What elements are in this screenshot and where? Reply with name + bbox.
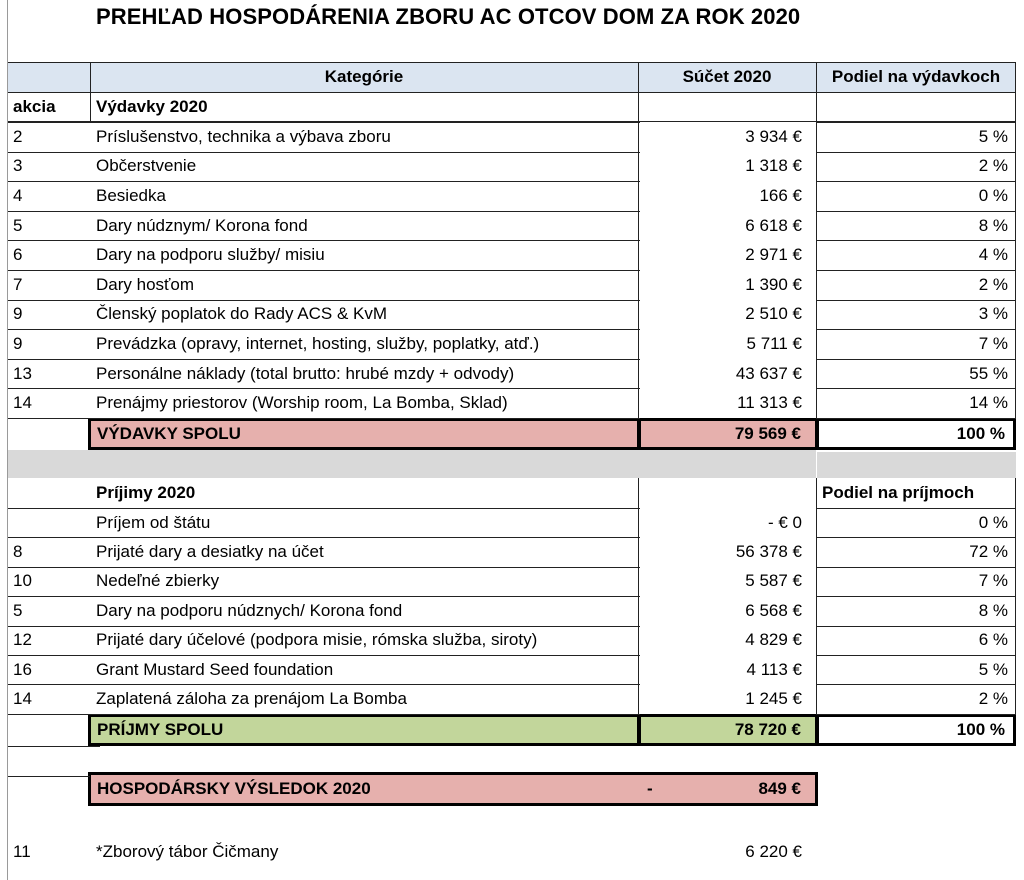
income-label: Grant Mustard Seed foundation	[96, 659, 334, 679]
result-sign: -	[647, 779, 653, 798]
expenses-sum: 5 711 €	[746, 333, 802, 353]
income-label: Nedeľné zbierky	[96, 571, 220, 591]
grid-line	[8, 121, 1016, 122]
expenses-row	[0, 270, 1024, 300]
expenses-row	[0, 359, 1024, 389]
grid-line	[8, 596, 640, 597]
expenses-total-pct-box	[816, 418, 1016, 450]
expenses-heading-row	[0, 92, 1024, 122]
grid-line	[638, 62, 639, 92]
expenses-pct: 14 %	[969, 393, 1008, 413]
expenses-label: Prevádzka (opravy, internet, hosting, služby, poplatky, atď.)	[96, 333, 540, 353]
income-heading: Príjimy 2020	[96, 483, 196, 502]
grid-line	[8, 270, 640, 271]
income-row	[0, 567, 1024, 596]
expenses-label: Členský poplatok do Rady ACS & KvM	[96, 304, 388, 324]
grid-line	[816, 240, 1016, 241]
income-label: Prijaté dary a desiatky na účet	[96, 542, 324, 562]
expenses-total-sum: 79 569 €	[734, 424, 801, 443]
expenses-sum: 3 934 €	[745, 126, 802, 146]
income-pct: 72 %	[969, 542, 1008, 562]
grid-line	[1015, 92, 1016, 418]
expenses-pct: 8 %	[978, 215, 1008, 235]
expenses-label: Dary hosťom	[96, 274, 195, 294]
expenses-akcia: 6	[13, 245, 23, 265]
grid-line	[816, 300, 1016, 301]
income-sum: - € 0	[767, 512, 802, 532]
income-sum: 5 587 €	[745, 571, 802, 591]
expenses-row	[0, 388, 1024, 418]
expenses-pct: 2 %	[978, 156, 1008, 176]
expenses-pct: 3 %	[978, 304, 1008, 324]
expenses-sum: 11 313 €	[737, 393, 802, 413]
income-row	[0, 626, 1024, 655]
section-separator	[8, 450, 816, 478]
expenses-akcia: 9	[13, 333, 23, 353]
expenses-sum: 6 618 €	[745, 215, 802, 235]
grid-line	[90, 92, 91, 122]
grid-line	[816, 714, 1016, 715]
grid-line	[1015, 62, 1016, 92]
footnote-sum: 6 220 €	[745, 842, 802, 861]
result-label: HOSPODÁRSKY VÝSLEDOK 2020	[97, 779, 371, 798]
expenses-label: Prenájmy priestorov (Worship room, La Bomba, Sklad)	[96, 393, 508, 413]
grid-line	[8, 240, 640, 241]
expenses-sum: 1 390 €	[745, 274, 802, 294]
income-row	[0, 596, 1024, 625]
grid-line	[638, 92, 639, 418]
expenses-sum: 2 971 €	[745, 245, 802, 265]
expenses-total-pct: 100 %	[956, 424, 1005, 443]
section-separator-right	[817, 452, 1016, 478]
expenses-pct: 0 %	[978, 185, 1008, 205]
grid-line	[816, 62, 817, 92]
grid-line	[816, 92, 817, 418]
expenses-total-label-box	[88, 418, 640, 450]
income-akcia: 14	[13, 689, 32, 709]
income-total-label: PRÍJMY SPOLU	[97, 720, 224, 739]
grid-line	[8, 776, 90, 777]
income-pct: 6 %	[978, 630, 1008, 650]
expenses-pct: 7 %	[978, 333, 1008, 353]
expenses-row	[0, 152, 1024, 182]
grid-line	[8, 537, 640, 538]
grid-line	[816, 388, 1016, 389]
income-label: Zaplatená záloha za prenájom La Bomba	[96, 689, 407, 709]
income-total-sum-box	[638, 714, 818, 746]
expenses-akcia: 13	[13, 363, 32, 383]
expenses-total-label: VÝDAVKY SPOLU	[97, 424, 241, 443]
expenses-label: Príslušenstvo, technika a výbava zboru	[96, 126, 391, 146]
footnote-row	[0, 838, 1024, 866]
income-sum: 4 829 €	[745, 630, 802, 650]
income-sum: 6 568 €	[745, 600, 802, 620]
expenses-label: Dary núdznym/ Korona fond	[96, 215, 308, 235]
expenses-pct: 4 %	[978, 245, 1008, 265]
income-akcia: 12	[13, 630, 32, 650]
grid-line	[816, 655, 1016, 656]
income-sum: 1 245 €	[745, 689, 802, 709]
grid-line	[8, 62, 1016, 63]
page-title: PREHĽAD HOSPODÁRENIA ZBORU AC OTCOV DOM ZA ROK 2020	[96, 4, 801, 29]
income-akcia: 5	[13, 600, 23, 620]
expenses-akcia: 4	[13, 185, 23, 205]
income-pct: 7 %	[978, 571, 1008, 591]
grid-line	[8, 684, 640, 685]
income-sum: 56 378 €	[735, 542, 802, 562]
expenses-label: Dary na podporu služby/ misiu	[96, 245, 325, 265]
income-akcia	[9, 508, 90, 537]
income-label: Dary na podporu núdznych/ Korona fond	[96, 600, 403, 620]
expenses-pct: 5 %	[978, 126, 1008, 146]
expenses-row	[0, 240, 1024, 270]
expenses-row	[0, 300, 1024, 330]
header-podiel-vydavky: Podiel na výdavkoch	[831, 67, 1001, 86]
income-total-pct-box	[816, 714, 1016, 746]
income-total-label-box	[88, 714, 640, 746]
income-row	[0, 655, 1024, 684]
expenses-akcia: 2	[13, 126, 23, 146]
grid-line	[8, 359, 640, 360]
grid-line	[1015, 478, 1016, 714]
grid-line	[816, 567, 1016, 568]
expenses-row	[0, 329, 1024, 359]
income-row	[0, 684, 1024, 713]
expenses-sum: 1 318 €	[745, 156, 802, 176]
income-total-pct: 100 %	[956, 720, 1005, 739]
expenses-row	[0, 211, 1024, 241]
expenses-akcia: 3	[13, 156, 23, 176]
grid-line	[8, 418, 640, 419]
grid-line	[8, 746, 100, 747]
grid-line	[816, 152, 1016, 153]
footnote-akcia: 11	[13, 842, 31, 861]
grid-line	[8, 92, 1016, 93]
grid-line	[8, 388, 640, 389]
grid-line	[8, 300, 640, 301]
expenses-sum: 2 510 €	[745, 304, 802, 324]
expenses-label: Besiedka	[96, 185, 166, 205]
result-box	[88, 772, 818, 806]
grid-line	[8, 211, 640, 212]
expenses-row	[0, 181, 1024, 211]
expenses-label: Personálne náklady (total brutto: hrubé mzdy + odvody)	[96, 363, 515, 383]
income-pct: 5 %	[978, 659, 1008, 679]
grid-line	[816, 418, 1016, 419]
income-total-sum: 78 720 €	[734, 720, 801, 739]
grid-line	[816, 211, 1016, 212]
income-pct: 0 %	[978, 512, 1008, 532]
expenses-pct: 55 %	[969, 363, 1008, 383]
grid-line	[816, 537, 1016, 538]
result-value: 849 €	[758, 779, 801, 798]
expenses-sum: 43 637 €	[735, 363, 802, 383]
grid-line	[816, 329, 1016, 330]
expenses-pct: 2 %	[978, 274, 1008, 294]
grid-line	[816, 359, 1016, 360]
expenses-sum: 166 €	[759, 185, 802, 205]
expenses-akcia: 14	[13, 393, 32, 413]
grid-line	[8, 329, 640, 330]
income-heading-row	[0, 478, 1024, 508]
grid-line	[8, 181, 640, 182]
grid-line	[816, 508, 1016, 509]
grid-line	[90, 62, 91, 92]
header-podiel-prijmy: Podiel na príjmoch	[822, 483, 975, 502]
grid-line	[816, 270, 1016, 271]
expenses-total-sum-box	[638, 418, 818, 450]
income-pct: 8 %	[978, 600, 1008, 620]
grid-line	[8, 508, 640, 509]
header-akcia: akcia	[13, 97, 56, 116]
footnote-label: *Zborový tábor Čičmany	[96, 842, 279, 861]
grid-line	[8, 567, 640, 568]
grid-line	[816, 626, 1016, 627]
grid-line	[816, 122, 1016, 123]
grid-line	[816, 181, 1016, 182]
grid-line	[8, 714, 640, 715]
grid-line	[638, 478, 639, 714]
expenses-heading: Výdavky 2020	[96, 97, 208, 116]
table-header	[0, 62, 1024, 92]
expenses-akcia: 5	[13, 215, 23, 235]
income-label: Prijaté dary účelové (podpora misie, rómska služba, siroty)	[96, 630, 538, 650]
income-row	[0, 508, 1024, 537]
header-sucet: Súčet 2020	[682, 67, 772, 86]
grid-line	[816, 684, 1016, 685]
grid-line	[816, 478, 817, 714]
expenses-row	[0, 122, 1024, 152]
income-sum: 4 113 €	[746, 659, 802, 679]
grid-line	[8, 122, 640, 123]
grid-line	[8, 626, 640, 627]
grid-line	[816, 596, 1016, 597]
grid-line	[8, 655, 640, 656]
income-label: Príjem od štátu	[96, 512, 211, 532]
income-akcia: 16	[13, 659, 32, 679]
expenses-label: Občerstvenie	[96, 156, 197, 176]
expenses-akcia: 9	[13, 304, 23, 324]
income-row	[0, 537, 1024, 566]
expenses-akcia: 7	[13, 274, 23, 294]
income-pct: 2 %	[978, 689, 1008, 709]
header-kategorie: Kategórie	[324, 67, 404, 86]
income-akcia: 10	[13, 571, 32, 591]
income-akcia: 8	[13, 542, 23, 562]
grid-line	[8, 152, 640, 153]
